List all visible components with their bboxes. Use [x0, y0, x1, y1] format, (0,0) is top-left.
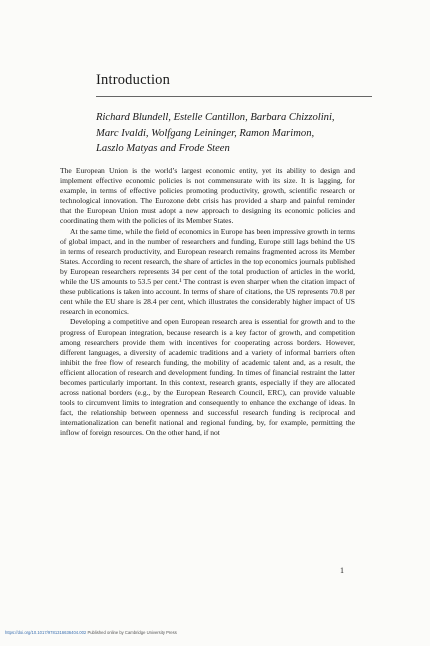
body-text: [60, 166, 355, 439]
author-line: Marc Ivaldi, Wolfgang Leininger, Ramon Marimon,: [96, 127, 315, 139]
author-list: [96, 110, 386, 157]
footer: [5, 630, 177, 635]
author-line: Laszlo Matyas and Frode Steen: [96, 143, 230, 154]
paragraph: Developing a competitive and open European research area is essential for growth and to the progress of European integration, because research is a key factor of growth, and competition among researchers provide them with incentives for cooperating across borders. However, different languages, a diversity of academic traditions and a variety of informal barriers often inhibit the free flow of research funding, the mobility of academic talent and, as a result, the efficient allocation of research and development funding. In times of financial restraint the latter becomes particularly important. In this context, research grants, especially if they are allocated across national borders (e.g., by the European Research Council, ERC), can provide valuable tools to circumvent limits to integration and consequently to enhance the exchange of ideas. In fact, the relationship between openness and successful research funding is reciprocal and internationalization can benefit national and regional funding, by, for example, permitting the inflow of foreign resources. On the other hand, if not: [60, 317, 355, 438]
paragraph: At the same time, while the field of economics in Europe has been impressive growth in terms of global impact, and in the number of researchers and funding, Europe still lags behind the US in terms of research productivity, and European research remains fragmented across its Member States. According to recent research, the share of articles in the top economics journals published by European researchers represents 34 per cent of the total production of articles in the world, while the US amounts to 53.5 per cent.¹ The contrast is even sharper when the citation impact of these publications is taken into account. In terms of share of citations, the US represents 70.8 per cent while the EU share is 28.4 per cent, which illustrates the considerably higher impact of US research in economics.: [60, 226, 355, 317]
footer-text: Published online by Cambridge University Press: [87, 630, 177, 635]
doi-link[interactable]: https://doi.org/10.1017/9781316636404.002: [5, 630, 87, 635]
paragraph: The European Union is the world’s largest economic entity, yet its ability to design and implement effective economic policies is not commensurate with its size. It is lagging, for example, in terms of effective policies promoting productivity, growth, scientific research or technological innovation. The Eurozone debt crisis has provided a sharp and painful reminder that the European Union must adopt a new approach to designing its economic policies and coordinating them with the policies of its Member States.: [60, 166, 355, 226]
title-rule: [96, 96, 372, 97]
author-line: Richard Blundell, Estelle Cantillon, Barbara Chizzolini,: [96, 112, 335, 123]
chapter-title: Introduction: [96, 72, 171, 88]
page-number: 1: [340, 566, 344, 575]
